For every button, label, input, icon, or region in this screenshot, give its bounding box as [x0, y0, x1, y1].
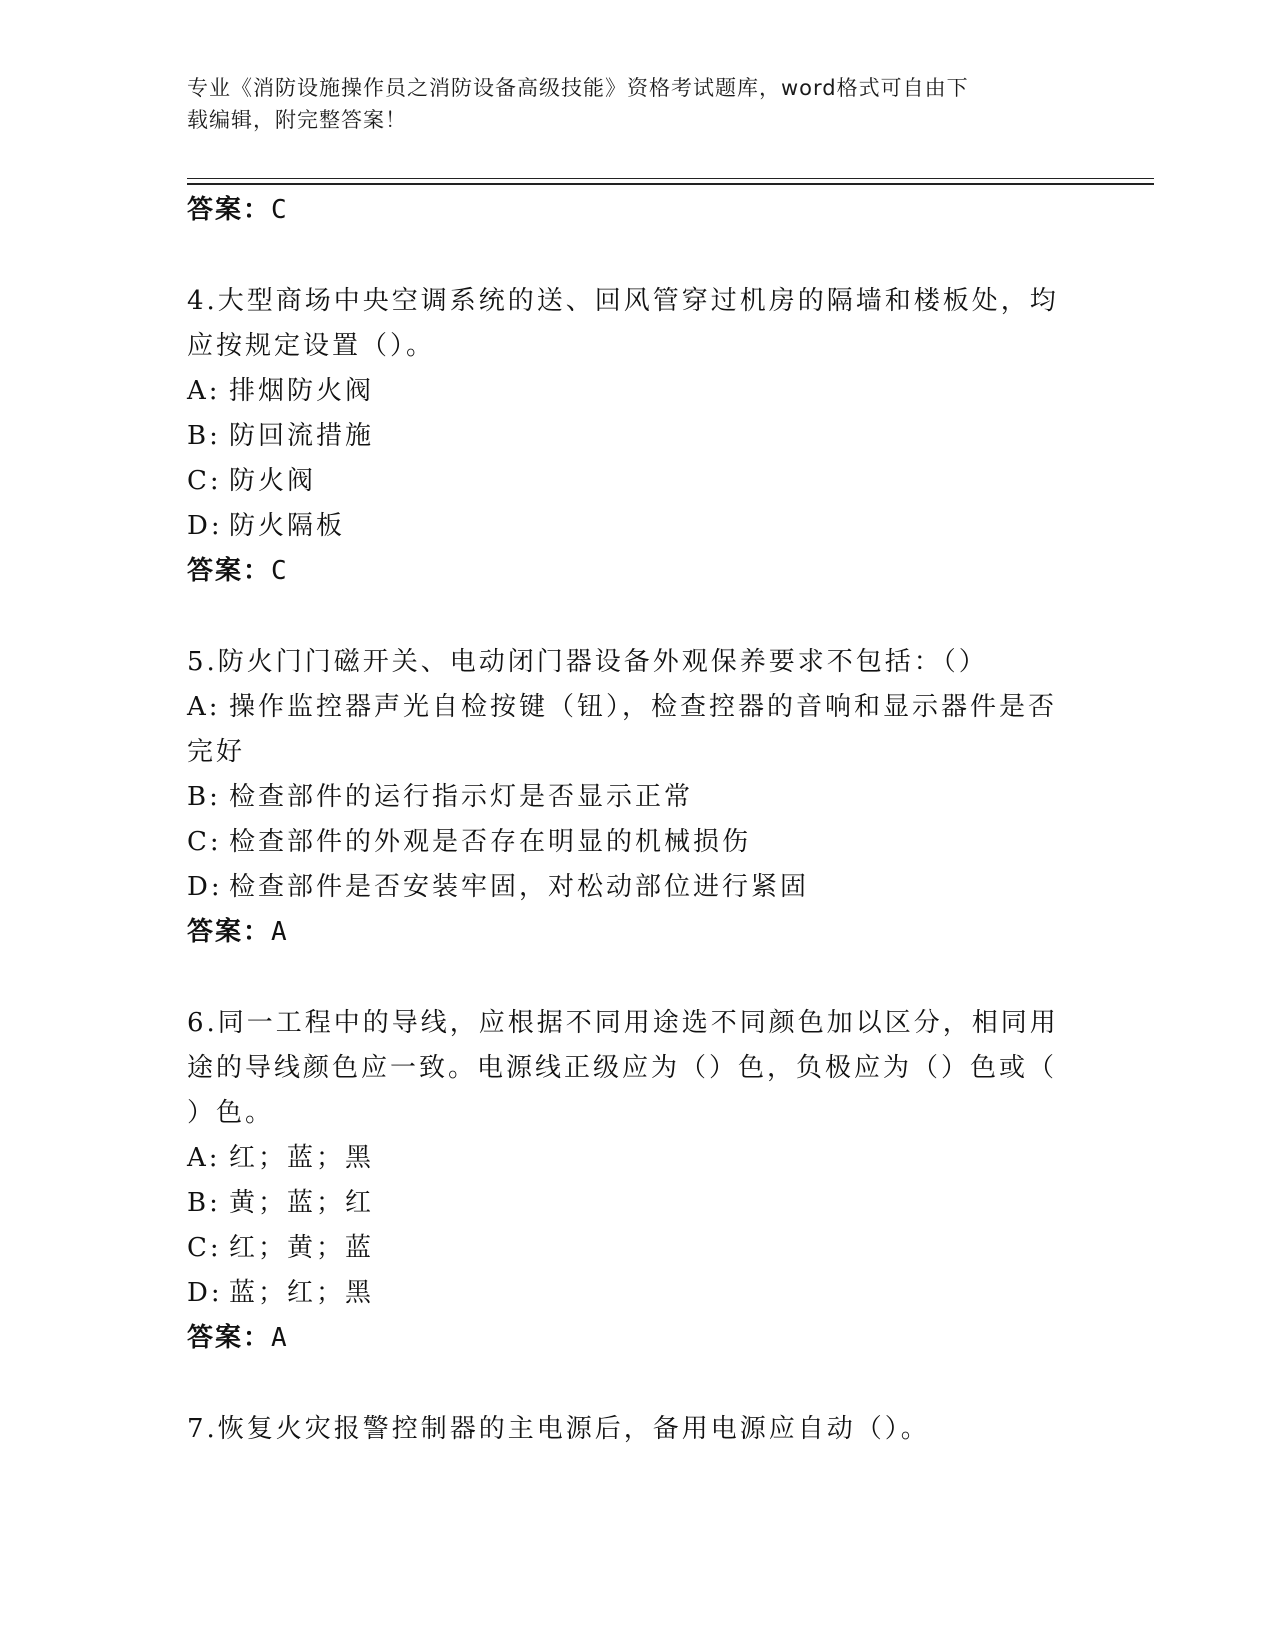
answer-line [187, 188, 1087, 233]
answer-value: C [271, 195, 289, 225]
option-c [187, 820, 1087, 865]
header-line-1: 专业《消防设施操作员之消防设备高级技能》资格考试题库，word格式可自由下 [187, 76, 969, 100]
answer-label: 答案： [187, 1323, 272, 1353]
spacer [187, 594, 1087, 640]
answer-value: A [271, 1323, 289, 1353]
question-5 [187, 640, 1087, 955]
option-letter: A: [187, 376, 221, 406]
option-text: 防回流措施 [229, 421, 375, 451]
option-text: 操作监控器声光自检按键（钮），检查控器的音响和显示器件是否 [229, 692, 1058, 722]
question-text-line: 途的导线颜色应一致。电源线正级应为（）色，负极应为（）色或（ [187, 1053, 1058, 1083]
option-a [187, 685, 1087, 730]
answer-line [187, 549, 1087, 594]
option-b [187, 1181, 1087, 1226]
option-d [187, 865, 1087, 910]
question-content [187, 188, 1087, 1452]
option-text: 检查部件的外观是否存在明显的机械损伤 [229, 827, 752, 857]
answer-label: 答案： [187, 195, 272, 225]
question-4 [187, 279, 1087, 594]
option-text: 红；蓝；黑 [229, 1143, 375, 1173]
option-b [187, 775, 1087, 820]
answer-line [187, 1316, 1087, 1361]
option-a-continued: 完好 [187, 737, 246, 767]
answer-value: A [271, 917, 289, 947]
option-letter: B: [187, 1188, 221, 1218]
option-text: 黄；蓝；红 [229, 1188, 375, 1218]
option-text: 蓝；红；黑 [229, 1278, 375, 1308]
option-c [187, 1226, 1087, 1271]
option-text: 检查部件是否安装牢固，对松动部位进行紧固 [229, 872, 810, 902]
option-letter: C: [187, 466, 222, 496]
option-letter: D: [187, 1278, 223, 1308]
question-text-line: 5.防火门门磁开关、电动闭门器设备外观保养要求不包括：（） [187, 647, 988, 677]
option-b [187, 414, 1087, 459]
option-d [187, 504, 1087, 549]
option-text: 检查部件的运行指示灯是否显示正常 [229, 782, 694, 812]
question-7 [187, 1407, 1087, 1452]
option-text: 红；黄；蓝 [229, 1233, 375, 1263]
option-letter: D: [187, 872, 223, 902]
option-text: 防火阀 [229, 466, 317, 496]
question-text-line: 6.同一工程中的导线，应根据不同用途选不同颜色加以区分，相同用 [187, 1008, 1059, 1038]
option-letter: D: [187, 511, 223, 541]
spacer [187, 233, 1087, 279]
spacer [187, 1361, 1087, 1407]
option-d [187, 1271, 1087, 1316]
header-line-2: 载编辑，附完整答案！ [187, 108, 407, 132]
option-letter: C: [187, 1233, 222, 1263]
option-a [187, 369, 1087, 414]
page-header [187, 72, 1067, 136]
header-rule-thin [187, 178, 1154, 179]
answer-line [187, 910, 1087, 955]
question-text-line: ）色。 [187, 1098, 275, 1128]
option-text: 防火隔板 [229, 511, 346, 541]
option-letter: B: [187, 421, 221, 451]
question-text-line: 应按规定设置（）。 [187, 331, 436, 361]
option-letter: A: [187, 1143, 221, 1173]
option-a [187, 1136, 1087, 1181]
option-text: 排烟防火阀 [229, 376, 375, 406]
question-6 [187, 1001, 1087, 1361]
answer-label: 答案： [187, 556, 272, 586]
header-rule-thick [187, 183, 1154, 185]
question-text-line: 7.恢复火灾报警控制器的主电源后，备用电源应自动（）。 [187, 1414, 930, 1444]
spacer [187, 955, 1087, 1001]
option-letter: B: [187, 782, 221, 812]
answer-value: C [271, 556, 289, 586]
option-c [187, 459, 1087, 504]
answer-label: 答案： [187, 917, 272, 947]
option-letter: A: [187, 692, 221, 722]
question-text-line: 4.大型商场中央空调系统的送、回风管穿过机房的隔墙和楼板处，均 [187, 286, 1059, 316]
option-letter: C: [187, 827, 222, 857]
